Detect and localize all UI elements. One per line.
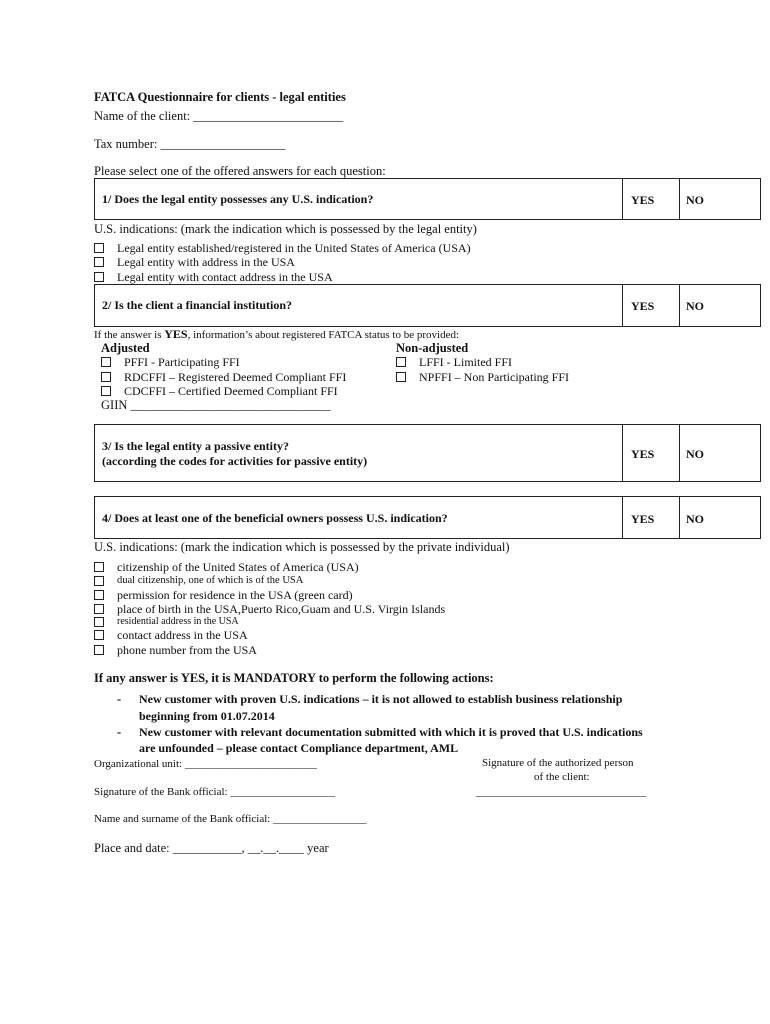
checkbox[interactable] [101,372,111,382]
checkbox[interactable] [94,604,104,614]
checkbox[interactable] [94,272,104,282]
question-1-text: 1/ Does the legal entity possesses any U.S. indication? [102,192,374,206]
question-1-no[interactable]: NO [686,193,704,207]
signature-authorized-label-2: of the client: [534,771,590,783]
checkbox[interactable] [101,357,111,367]
q4-option-4[interactable]: place of birth in the USA,Puerto Rico,Guam and U.S. Virgin Islands [94,602,445,616]
question-4-yes[interactable]: YES [631,512,655,526]
question-4-note: U.S. indications: (mark the indication which is possessed by the private individual) [94,540,510,554]
checkbox[interactable] [94,630,104,640]
mandatory-heading: If any answer is YES, it is MANDATORY to perform the following actions: [94,671,494,685]
giin-field[interactable]: GIIN ________________________________ [101,398,331,412]
checkbox[interactable] [94,645,104,655]
question-1-box [94,178,761,220]
tax-number-field[interactable]: Tax number: ____________________ [94,137,286,151]
question-2-text: 2/ Is the client a financial institution? [102,298,293,312]
action-1-line-1: New customer with proven U.S. indications – it is not allowed to establish business relationship [139,692,623,706]
question-2-no[interactable]: NO [686,299,704,313]
checkbox[interactable] [94,576,104,586]
action-1-line-2: beginning from 01.07.2014 [139,709,275,723]
checkbox[interactable] [94,590,104,600]
signature-authorized-label-1: Signature of the authorized person [482,757,634,769]
adjusted-option-rdcffi[interactable]: RDCFFI – Registered Deemed Compliant FFI [101,370,346,384]
bullet-dash: - [117,725,122,739]
checkbox[interactable] [396,357,406,367]
action-2-line-2: are unfounded – please contact Compliance department, AML [139,741,459,755]
document-title: FATCA Questionnaire for clients - legal entities [94,90,346,104]
checkbox[interactable] [101,386,111,396]
question-3-box [94,424,761,482]
question-3-line-1: 3/ Is the legal entity a passive entity? [102,439,289,453]
organizational-unit-field[interactable]: Organizational unit: ________________________ [94,758,317,770]
instruction-text: Please select one of the offered answers for each question: [94,164,386,178]
q1-option-2[interactable]: Legal entity with address in the USA [94,255,295,269]
checkbox[interactable] [94,562,104,572]
nonadjusted-heading: Non-adjusted [396,341,469,355]
q1-option-3[interactable]: Legal entity with contact address in the USA [94,270,333,284]
question-3-yes[interactable]: YES [631,447,655,461]
question-4-text: 4/ Does at least one of the beneficial owners possess U.S. indication? [102,511,448,525]
question-3-no[interactable]: NO [686,447,704,461]
bank-official-name-field[interactable]: Name and surname of the Bank official: _________________ [94,813,367,825]
signature-bank-official-field[interactable]: Signature of the Bank official: ___________________ [94,786,335,798]
checkbox[interactable] [94,617,104,627]
q4-option-6[interactable]: contact address in the USA [94,628,248,642]
place-date-field[interactable]: Place and date: ___________, __.__.____ year [94,841,329,855]
q4-option-1[interactable]: citizenship of the United States of America (USA) [94,560,359,574]
nonadjusted-option-npffi[interactable]: NPFFI – Non Participating FFI [396,370,569,384]
adjusted-option-pffi[interactable]: PFFI - Participating FFI [101,355,240,369]
question-2-yes[interactable]: YES [631,299,655,313]
question-2-box [94,284,761,327]
question-3-line-2: (according the codes for activities for passive entity) [102,454,368,468]
q1-option-1[interactable]: Legal entity established/registered in the United States of America (USA) [94,241,471,255]
question-1-note: U.S. indications: (mark the indication which is possessed by the legal entity) [94,222,477,236]
q4-option-7[interactable]: phone number from the USA [94,643,257,657]
question-1-yes[interactable]: YES [631,193,655,207]
adjusted-heading: Adjusted [101,341,150,355]
adjusted-option-cdcffi[interactable]: CDCFFI – Certified Deemed Compliant FFI [101,384,338,398]
q4-option-2[interactable]: dual citizenship, one of which is of the USA [94,574,303,588]
bullet-dash: - [117,692,122,706]
checkbox[interactable] [396,372,406,382]
checkbox[interactable] [94,257,104,267]
q4-option-3[interactable]: permission for residence in the USA (green card) [94,588,353,602]
question-2-note: If the answer is YES, information’s about registered FATCA status to be provided: [94,327,460,341]
client-name-field[interactable]: Name of the client: ________________________ [94,109,344,123]
question-4-no[interactable]: NO [686,512,704,526]
checkbox[interactable] [94,243,104,253]
q4-option-5[interactable]: residential address in the USA [94,615,239,629]
signature-authorized-line[interactable]: _______________________________ [476,786,647,798]
question-4-box [94,496,761,539]
action-2-line-1: New customer with relevant documentation submitted with which it is proved that U.S. indications [139,725,643,739]
nonadjusted-option-lffi[interactable]: LFFI - Limited FFI [396,355,512,369]
